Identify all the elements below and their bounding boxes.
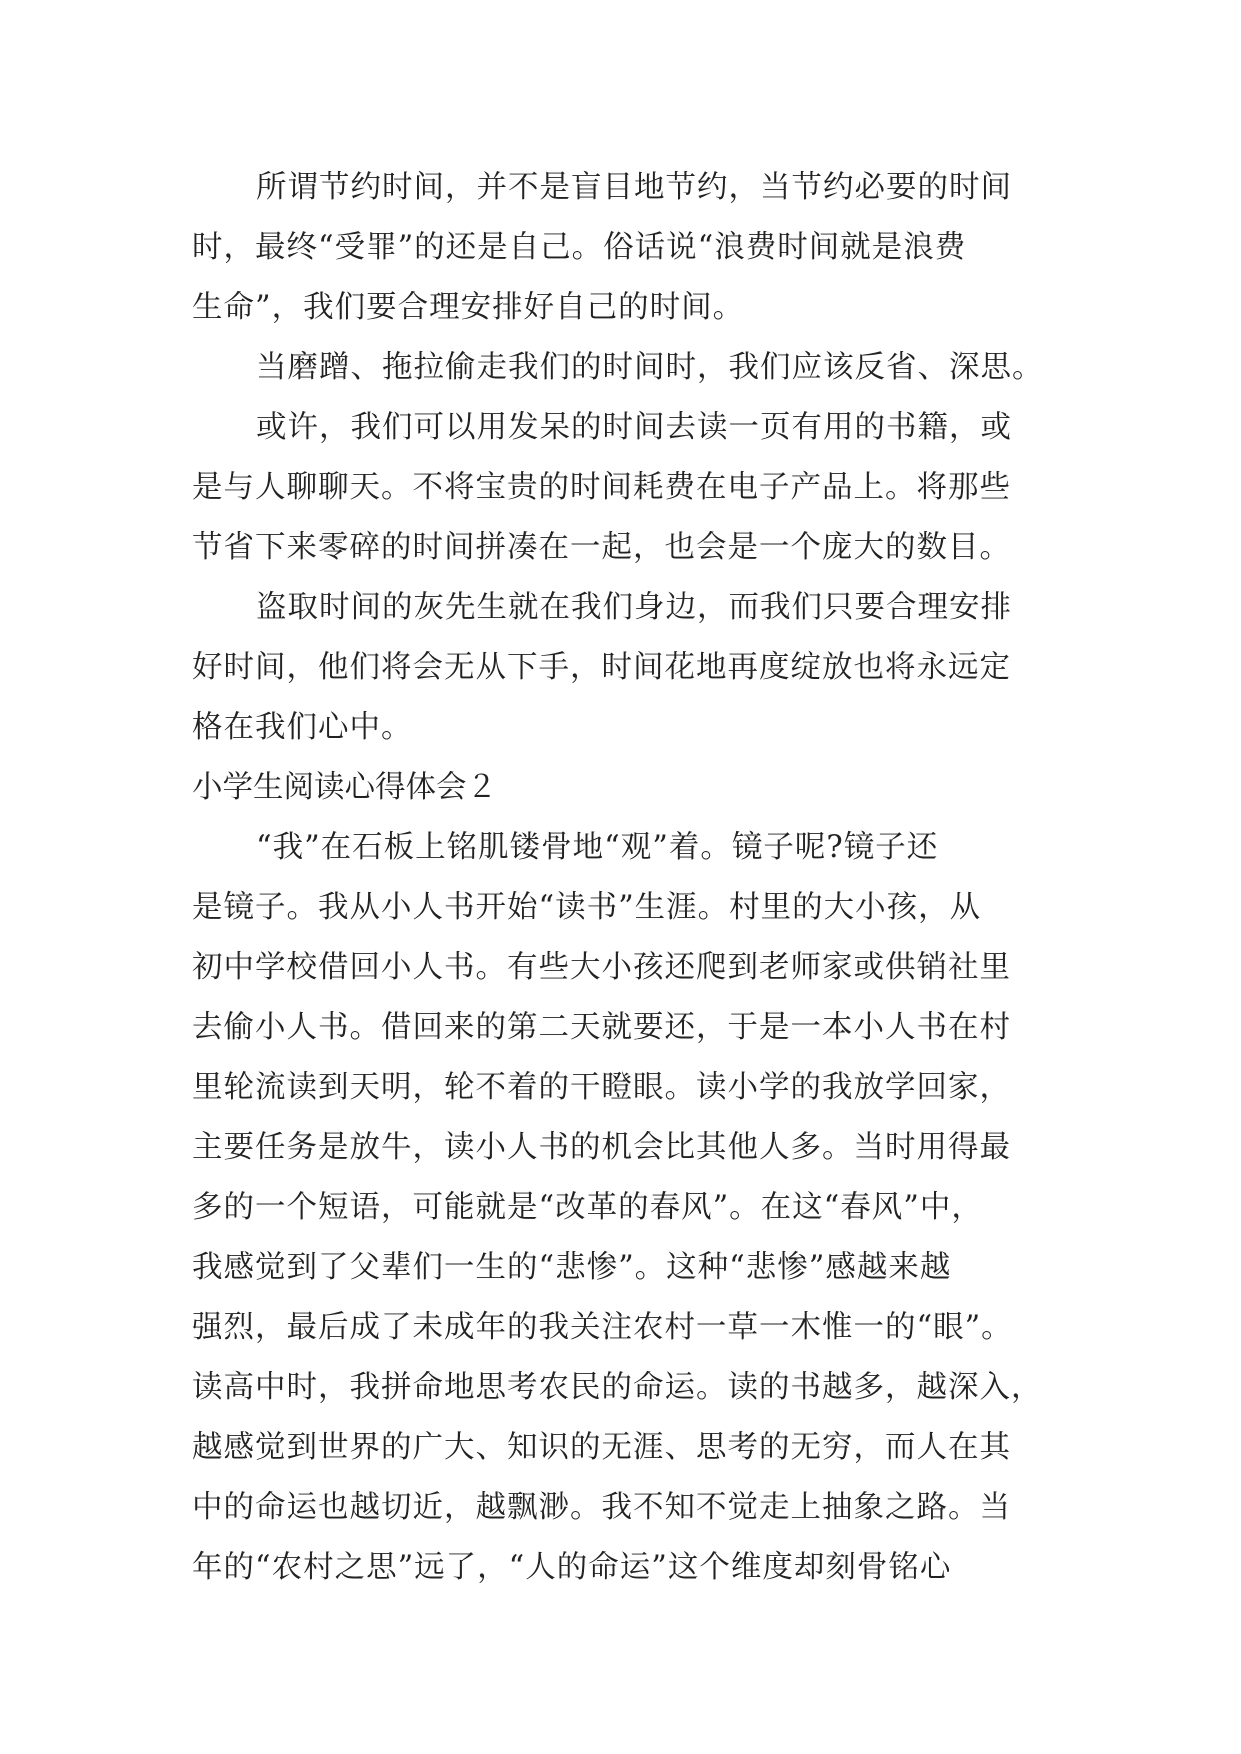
text-line: 去偷小人书。借回来的第二天就要还，于是一本小人书在村 [192, 1010, 1011, 1045]
text-line: 节省下来零碎的时间拼凑在一起，也会是一个庞大的数目。 [192, 530, 1011, 565]
text-line: 当磨蹭、拖拉偷走我们的时间时，我们应该反省、深思。 [256, 350, 1044, 385]
text-line: 所谓节约时间，并不是盲目地节约，当节约必要的时间 [256, 170, 1012, 205]
text-line: 是与人聊聊天。不将宝贵的时间耗费在电子产品上。将那些 [192, 470, 1011, 505]
text-line: 中的命运也越切近，越飘渺。我不知不觉走上抽象之路。当 [192, 1490, 1011, 1525]
text-line: 格在我们心中。 [192, 710, 413, 745]
text-line: 初中学校借回小人书。有些大小孩还爬到老师家或供销社里 [192, 950, 1011, 985]
text-line: 生命”，我们要合理安排好自己的时间。 [192, 290, 745, 325]
text-line: 我感觉到了父辈们一生的“悲惨”。这种“悲惨”感越来越 [192, 1250, 952, 1285]
text-line: 多的一个短语，可能就是“改革的春风”。在这“春风”中， [192, 1190, 983, 1225]
text-line: “我”在石板上铭肌镂骨地“观”着。镜子呢?镜子还 [256, 830, 939, 865]
text-line: 读高中时，我拼命地思考农民的命运。读的书越多，越深入， [192, 1370, 1043, 1405]
text-line: 或许，我们可以用发呆的时间去读一页有用的书籍，或 [256, 410, 1012, 445]
text-line: 时，最终“受罪”的还是自己。俗话说“浪费时间就是浪费 [192, 230, 967, 265]
text-line: 里轮流读到天明，轮不着的干瞪眼。读小学的我放学回家， [192, 1070, 1011, 1105]
text-line: 强烈，最后成了未成年的我关注农村一草一木惟一的“眼”。 [192, 1310, 1013, 1345]
text-line: 越感觉到世界的广大、知识的无涯、思考的无穷，而人在其 [192, 1430, 1011, 1465]
text-line: 盗取时间的灰先生就在我们身边，而我们只要合理安排 [256, 590, 1012, 625]
text-line: 是镜子。我从小人书开始“读书”生涯。村里的大小孩，从 [192, 890, 982, 925]
section-heading: 小学生阅读心得体会２ [192, 770, 497, 805]
text-line: 主要任务是放牛，读小人书的机会比其他人多。当时用得最 [192, 1130, 1011, 1165]
text-line: 年的“农村之思”远了，“人的命运”这个维度却刻骨铭心 [192, 1550, 952, 1585]
text-line: 好时间，他们将会无从下手，时间花地再度绽放也将永远定 [192, 650, 1011, 685]
